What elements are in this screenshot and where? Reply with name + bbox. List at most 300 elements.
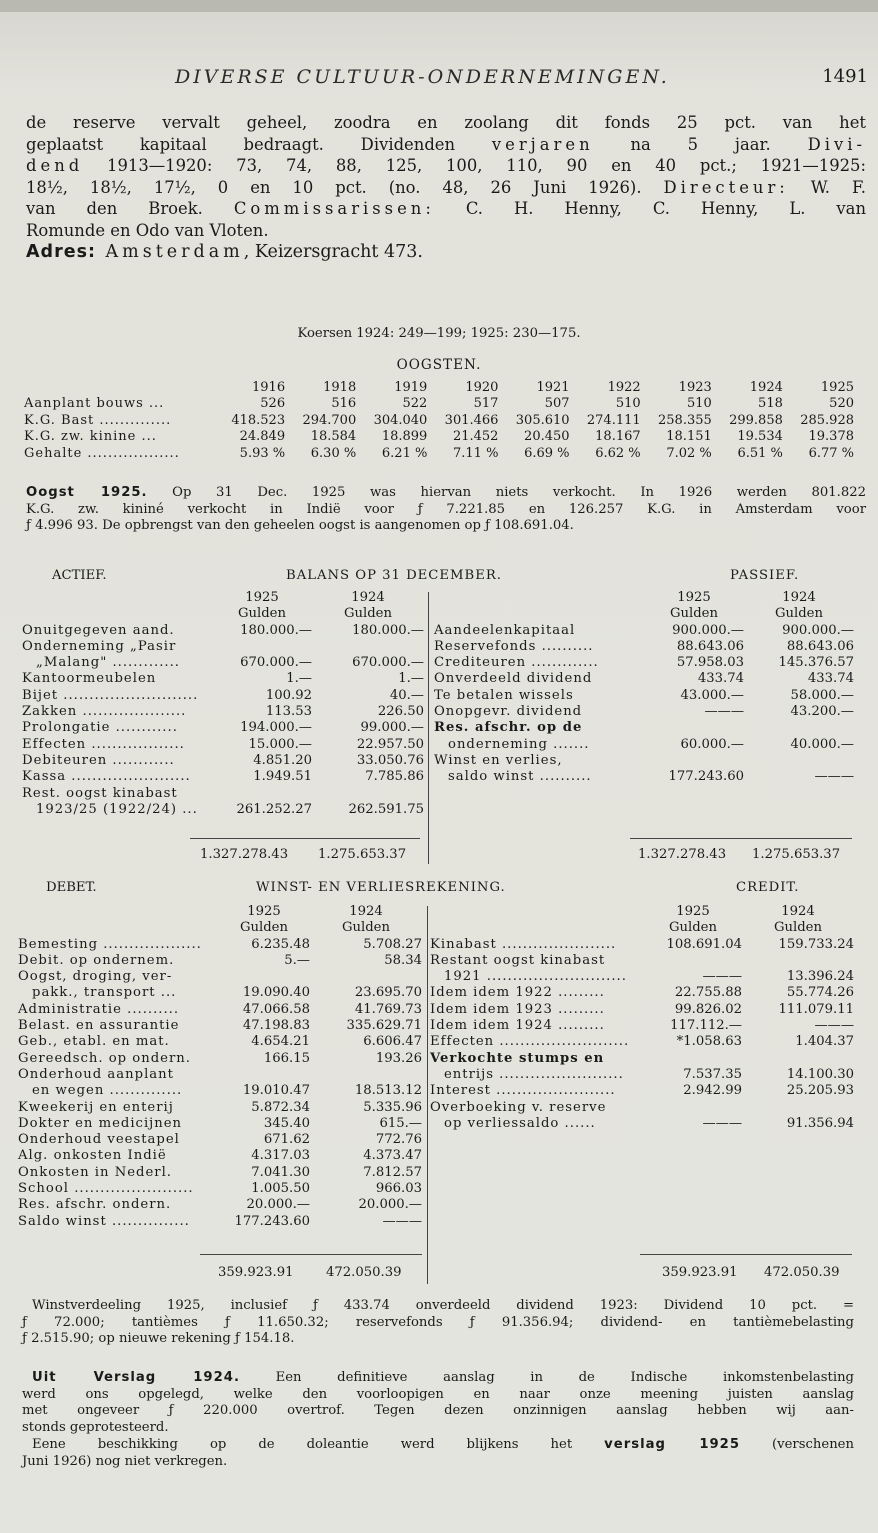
table-row	[434, 737, 854, 753]
value-cell: ———	[382, 1213, 422, 1229]
value-cell: 7.537.35	[683, 1066, 742, 1082]
year-cell: 1925	[820, 380, 854, 395]
text: (verschenen	[740, 1436, 854, 1452]
row-label: Restant oogst kinabast	[430, 952, 606, 968]
value-cell: 159.733.24	[778, 936, 854, 952]
value-cell	[310, 969, 422, 985]
row-label: Onderhoud veestapel	[18, 1132, 180, 1148]
row-label: Bemesting ...................	[18, 936, 202, 952]
year-row	[430, 904, 854, 920]
row-label: Kweekerij en enterij	[18, 1099, 174, 1115]
value-cell	[644, 753, 744, 769]
running-title: DIVERSE CULTUUR-ONDERNEMINGEN.	[175, 66, 670, 88]
table-row	[434, 688, 854, 704]
row-label: pakk., transport ...	[32, 985, 177, 1001]
value-cell	[218, 969, 310, 985]
paragraph-line: Juni 1926) nog niet verkregen.	[22, 1453, 228, 1469]
oogsten-years-row	[24, 380, 854, 396]
year-cell: 1925	[676, 904, 710, 919]
value-cell: 4.373.47	[363, 1148, 422, 1164]
year-cell: 1919	[394, 380, 428, 395]
intro-line-3	[26, 155, 866, 177]
value-cell	[644, 953, 742, 969]
year-cell: 1922	[607, 380, 641, 395]
row-label: K.G. zw. kinine ...	[24, 429, 157, 445]
unit-row	[430, 920, 854, 936]
value-cell	[312, 786, 424, 802]
value-cell: 113.53	[265, 704, 312, 720]
value-cell: 177.243.60	[234, 1213, 310, 1229]
row-label: Onkosten in Nederl.	[18, 1164, 172, 1180]
actief-heading: ACTIEF.	[52, 568, 107, 583]
table-row	[430, 1067, 854, 1083]
unit-cell: Gulden	[774, 920, 822, 936]
row-label: School .......................	[18, 1181, 194, 1197]
passief-total-1924: 1.275.653.37	[752, 847, 841, 862]
debet-table	[18, 904, 422, 1230]
table-row	[18, 985, 422, 1001]
value-cell: 670.000.—	[240, 655, 312, 671]
row-label: Res. afschr. op de	[434, 720, 583, 736]
table-row	[430, 1083, 854, 1099]
value-cell: 433.74	[807, 671, 854, 687]
value-cell: 615.—	[379, 1115, 422, 1131]
table-row	[18, 1181, 422, 1197]
value-cell: 117.112.—	[670, 1018, 742, 1034]
table-row	[22, 720, 424, 736]
unit-cell: Gulden	[669, 920, 717, 936]
value-cell	[212, 639, 312, 655]
value-cell: 177.243.60	[668, 769, 744, 785]
value-cell: 99.826.02	[674, 1001, 742, 1017]
scan-edge	[0, 0, 878, 12]
address-street: , Keizersgracht 473.	[243, 241, 423, 262]
table-row	[22, 769, 424, 785]
row-label: Aandeelenkapitaal	[434, 622, 576, 638]
text-spaced: dend	[26, 156, 84, 176]
value-cell: 301.466	[444, 412, 499, 428]
note-line	[26, 485, 866, 502]
value-cell: 520	[829, 396, 854, 412]
table-row	[18, 1083, 422, 1099]
unit-cell: Gulden	[670, 606, 718, 622]
empty-cell	[22, 606, 212, 622]
intro-paragraph	[26, 112, 866, 263]
row-label: Alg. onkosten Indië	[18, 1148, 167, 1164]
value-cell: 166.15	[263, 1050, 310, 1066]
value-cell: 55.774.26	[786, 985, 854, 1001]
value-cell: 7.041.30	[251, 1164, 310, 1180]
value-cell: 7.812.57	[363, 1164, 422, 1180]
winst-title: WINST- EN VERLIESREKENING.	[256, 880, 506, 895]
sum-rule	[640, 1254, 852, 1255]
table-row	[430, 1051, 854, 1067]
value-cell: 15.000.—	[248, 736, 312, 752]
table-row	[18, 1116, 422, 1132]
value-cell: 6.62 %	[595, 445, 641, 461]
note-line: K.G. zw. kininé verkocht in Indië voor ƒ 7.221.85 en 126.257 K.G. in Amsterdam voor	[26, 501, 866, 517]
text: W. F.	[788, 177, 867, 197]
page-number: 1491	[822, 66, 868, 87]
table-row	[18, 1148, 422, 1164]
oogsten-row	[24, 396, 854, 412]
year-cell: 1918	[323, 380, 357, 395]
value-cell: 6.606.47	[363, 1034, 422, 1050]
value-cell: 433.74	[697, 671, 744, 687]
oogsten-title: OOGSTEN.	[396, 357, 482, 373]
table-row	[430, 969, 854, 985]
address-line	[26, 242, 866, 264]
table-row	[434, 704, 854, 720]
value-cell: 145.376.57	[778, 655, 854, 671]
empty-cell	[430, 904, 644, 920]
row-label: Debiteuren ............	[22, 752, 175, 768]
unit-cell: Gulden	[238, 606, 286, 622]
row-label: Kantoormeubelen	[22, 671, 157, 687]
value-cell: 19.378	[808, 429, 854, 445]
intro-line-1: de reserve vervalt geheel, zoodra en zoolang dit fonds 25 pct. van het	[26, 113, 866, 132]
oogsten-row	[24, 446, 854, 462]
unit-cell: Gulden	[240, 920, 288, 936]
table-row	[18, 953, 422, 969]
table-row	[430, 1100, 854, 1116]
row-label: entrijs ........................	[444, 1066, 624, 1082]
value-cell: 7.785.86	[365, 769, 424, 785]
text: 18½, 18½, 17½, 0 en 10 pct. (no. 48, 26 Juni 1926).	[26, 177, 664, 197]
value-cell: 4.851.20	[253, 752, 312, 768]
row-label: Onopgevr. dividend	[434, 704, 583, 720]
value-cell: 6.51 %	[737, 445, 783, 461]
value-cell: 58.34	[384, 952, 422, 968]
paragraph-line	[22, 1370, 854, 1387]
value-cell: 4.317.03	[251, 1148, 310, 1164]
value-cell	[742, 1100, 854, 1116]
value-cell: 900.000.—	[782, 622, 854, 638]
year-cell: 1920	[465, 380, 499, 395]
intro-line-4	[26, 177, 866, 199]
text-spaced: verjaren	[491, 134, 594, 154]
unit-row	[18, 920, 422, 936]
value-cell: 21.452	[452, 429, 499, 445]
address-city: Amsterdam	[95, 241, 244, 262]
value-cell: 20.000.—	[246, 1197, 310, 1213]
year-cell: 1925	[247, 904, 281, 919]
text: van den Broek.	[26, 199, 234, 219]
unit-cell: Gulden	[342, 920, 390, 936]
verslag-label: Uit Verslag 1924.	[32, 1370, 240, 1385]
empty-cell	[22, 590, 212, 606]
balans-title: BALANS OP 31 DECEMBER.	[286, 568, 502, 583]
year-row	[22, 590, 424, 606]
year-cell: 1925	[677, 590, 711, 605]
value-cell	[644, 720, 744, 736]
value-cell: 510	[686, 396, 712, 412]
row-label: Rest. oogst kinabast	[22, 785, 178, 801]
debet-total-1925: 359.923.91	[218, 1265, 294, 1280]
value-cell: 670.000.—	[352, 655, 424, 671]
table-row	[22, 802, 424, 818]
value-cell: 18.513.12	[354, 1083, 422, 1099]
value-cell: 88.643.06	[786, 638, 854, 654]
value-cell	[744, 753, 854, 769]
intro-line-2	[26, 134, 866, 156]
column-divider	[428, 592, 429, 864]
value-cell: 4.654.21	[251, 1034, 310, 1050]
value-cell: 522	[402, 396, 428, 412]
row-label: Onuitgegeven aand.	[22, 622, 175, 638]
row-label: Overboeking v. reserve	[430, 1099, 607, 1115]
text-spaced: Commissarissen:	[233, 199, 435, 219]
value-cell: 1.—	[286, 671, 312, 687]
value-cell: 47.198.83	[242, 1018, 310, 1034]
table-row	[18, 1034, 422, 1050]
value-cell: 111.079.11	[778, 1001, 854, 1017]
table-row	[22, 671, 424, 687]
value-cell: 5.93 %	[239, 445, 286, 461]
value-cell: ———	[814, 769, 854, 785]
year-cell: 1924	[351, 590, 385, 605]
value-cell: ———	[702, 969, 742, 985]
value-cell: 13.396.24	[786, 969, 854, 985]
value-cell: 25.205.93	[786, 1083, 854, 1099]
row-label: Onverdeeld dividend	[434, 671, 593, 687]
passief-heading: PASSIEF.	[730, 568, 800, 583]
table-row	[18, 1002, 422, 1018]
value-cell: 18.899	[381, 429, 428, 445]
value-cell	[644, 1051, 742, 1067]
value-cell: 100.92	[265, 687, 312, 703]
value-cell	[742, 953, 854, 969]
page-header	[0, 62, 878, 92]
value-cell: 418.523	[231, 412, 286, 428]
paragraph-line: stonds geprotesteerd.	[22, 1420, 169, 1436]
passief-table	[434, 590, 854, 786]
winstverdeeling-paragraph	[22, 1298, 854, 1348]
value-cell: 262.591.75	[348, 801, 424, 817]
debet-total-1924: 472.050.39	[326, 1265, 402, 1280]
year-cell: 1924	[749, 380, 783, 395]
row-label: „Malang" .............	[36, 655, 180, 671]
value-cell	[310, 1067, 422, 1083]
column-divider	[427, 906, 428, 1284]
note-line: ƒ 4.996 93. De opbrengst van den geheelen oogst is aangenomen op ƒ 108.691.04.	[26, 518, 574, 533]
row-label: Dokter en medicijnen	[18, 1115, 183, 1131]
value-cell: 966.03	[375, 1181, 422, 1197]
text: Op 31 Dec. 1925 was hiervan niets verkocht. In 1926 werden 801.822	[147, 485, 866, 500]
row-label: Effecten .........................	[430, 1034, 630, 1050]
row-label: Idem idem 1923 .........	[430, 1001, 605, 1017]
table-row	[18, 1018, 422, 1034]
value-cell: 526	[260, 396, 286, 412]
value-cell	[644, 1100, 742, 1116]
value-cell: 18.167	[595, 429, 641, 445]
table-row	[22, 655, 424, 671]
unit-row	[22, 606, 424, 622]
value-cell: 194.000.—	[240, 720, 312, 736]
value-cell: 5.872.34	[251, 1099, 310, 1115]
value-cell: 20.000.—	[358, 1197, 422, 1213]
row-label: en wegen ..............	[32, 1083, 183, 1099]
value-cell: 5.—	[284, 952, 310, 968]
row-label: Prolongatie ............	[22, 720, 178, 736]
value-cell: 335.629.71	[346, 1018, 422, 1034]
credit-table	[430, 904, 854, 1132]
table-row	[434, 655, 854, 671]
value-cell: 18.151	[666, 429, 712, 445]
value-cell: 19.010.47	[242, 1083, 310, 1099]
value-cell: 180.000.—	[352, 622, 424, 638]
value-cell: 2.942.99	[683, 1083, 742, 1099]
row-label: Res. afschr. ondern.	[18, 1197, 172, 1213]
paragraph-line: ƒ 2.515.90; op nieuwe rekening ƒ 154.18.	[22, 1331, 295, 1346]
value-cell: 108.691.04	[666, 936, 742, 952]
verslag-paragraph	[22, 1370, 854, 1470]
debet-heading: DEBET.	[46, 880, 97, 895]
row-label: Winst en verlies,	[434, 752, 563, 768]
value-cell: 274.111	[586, 412, 641, 428]
value-cell: 6.69 %	[524, 445, 570, 461]
value-cell: 6.21 %	[381, 445, 428, 461]
year-row	[434, 590, 854, 606]
year-cell: 1924	[781, 904, 815, 919]
text-spaced: Directeur:	[663, 177, 789, 197]
table-row	[18, 1100, 422, 1116]
actief-total-1924: 1.275.653.37	[318, 847, 407, 862]
value-cell: 20.450	[524, 429, 570, 445]
value-cell: 772.76	[375, 1132, 422, 1148]
value-cell: 507	[544, 396, 570, 412]
table-row	[434, 671, 854, 687]
value-cell: 41.769.73	[354, 1001, 422, 1017]
table-row	[430, 1116, 854, 1132]
credit-heading: CREDIT.	[736, 880, 800, 895]
sum-rule	[200, 1254, 422, 1255]
year-row	[18, 904, 422, 920]
oogsten-row	[24, 429, 854, 445]
value-cell: 58.000.—	[790, 687, 854, 703]
table-row	[434, 623, 854, 639]
row-label: K.G. Bast ..............	[24, 412, 172, 428]
year-cell: 1916	[252, 380, 286, 395]
year-cell: 1923	[678, 380, 712, 395]
table-row	[18, 1051, 422, 1067]
row-label: Geb., etabl. en mat.	[18, 1034, 170, 1050]
value-cell: 1.949.51	[253, 769, 312, 785]
value-cell: 1.005.50	[251, 1181, 310, 1197]
row-label: Gehalte ..................	[24, 445, 180, 461]
table-row	[430, 953, 854, 969]
value-cell: 23.695.70	[354, 985, 422, 1001]
oogsten-row	[24, 413, 854, 429]
value-cell: 5.335.96	[363, 1099, 422, 1115]
value-cell: 900.000.—	[672, 622, 744, 638]
value-cell: 261.252.27	[236, 801, 312, 817]
sum-rule	[630, 838, 852, 839]
table-row	[18, 969, 422, 985]
unit-cell: Gulden	[344, 606, 392, 622]
table-row	[18, 937, 422, 953]
table-row	[430, 1034, 854, 1050]
value-cell: 7.02 %	[666, 445, 712, 461]
row-label: Reservefonds ..........	[434, 638, 594, 654]
table-row	[434, 753, 854, 769]
row-label: op verliessaldo ......	[444, 1115, 596, 1131]
value-cell: *1.058.63	[676, 1034, 742, 1050]
value-cell	[212, 786, 312, 802]
value-cell: 510	[615, 396, 641, 412]
row-label: Crediteuren .............	[434, 655, 599, 671]
value-cell: ———	[704, 704, 744, 720]
row-label: 1921 ...........................	[444, 969, 627, 985]
row-label: Idem idem 1924 .........	[430, 1018, 605, 1034]
intro-line-5	[26, 198, 866, 220]
credit-total-1925: 359.923.91	[662, 1265, 738, 1280]
credit-total-1924: 472.050.39	[764, 1265, 840, 1280]
sum-rule	[190, 838, 420, 839]
row-label: Zakken ....................	[22, 704, 187, 720]
value-cell: 5.708.27	[363, 936, 422, 952]
value-cell: 60.000.—	[680, 736, 744, 752]
table-row	[434, 720, 854, 736]
row-label: Effecten ..................	[22, 736, 185, 752]
row-label: Idem idem 1922 .........	[430, 985, 605, 1001]
table-row	[18, 1214, 422, 1230]
value-cell: 6.30 %	[310, 445, 357, 461]
table-row	[434, 769, 854, 785]
value-cell: 285.928	[800, 412, 854, 428]
table-row	[430, 985, 854, 1001]
paragraph-line: Winstverdeeling 1925, inclusief ƒ 433.74 onverdeeld dividend 1923: Dividend 10 pct. =	[32, 1298, 854, 1313]
value-cell: 19.090.40	[242, 985, 310, 1001]
value-cell: 6.77 %	[808, 445, 854, 461]
value-cell	[744, 720, 854, 736]
oogsten-table	[24, 380, 854, 462]
value-cell: 43.000.—	[680, 687, 744, 703]
value-cell: ———	[814, 1018, 854, 1034]
text: geplaatst kapitaal bedraagt. Dividenden	[26, 134, 492, 154]
value-cell	[742, 1051, 854, 1067]
row-label: Te betalen wissels	[434, 687, 574, 703]
value-cell: 22.957.50	[356, 736, 424, 752]
oogst-1925-note	[26, 485, 866, 535]
actief-total-1925: 1.327.278.43	[200, 847, 289, 862]
value-cell: 57.958.03	[676, 655, 744, 671]
value-cell: 1.404.37	[795, 1034, 854, 1050]
value-cell: 294.700	[302, 412, 357, 428]
row-label: Kassa .......................	[22, 769, 191, 785]
value-cell: 193.26	[375, 1050, 422, 1066]
intro-line-6: Romunde en Odo van Vloten.	[26, 220, 269, 240]
row-label: Aanplant bouws ...	[24, 396, 165, 412]
row-label: Onderhoud aanplant	[18, 1066, 174, 1082]
table-row	[22, 786, 424, 802]
table-row	[18, 1067, 422, 1083]
empty-cell	[434, 590, 644, 606]
paragraph-line: werd ons opgelegd, welke den voorloopigen en naar onze meening juisten aanslag	[22, 1386, 854, 1402]
table-row	[22, 753, 424, 769]
row-label: Verkochte stumps en	[430, 1050, 605, 1066]
table-row	[22, 704, 424, 720]
table-row	[430, 1002, 854, 1018]
value-cell: 33.050.76	[356, 752, 424, 768]
row-label: Saldo winst ...............	[18, 1213, 190, 1229]
unit-row	[434, 606, 854, 622]
paragraph-line: ƒ 72.000; tantièmes ƒ 11.650.32; reservefonds ƒ 91.356.94; dividend- en tantièmebelasting	[22, 1314, 854, 1330]
year-cell: 1924	[782, 590, 816, 605]
value-cell: 6.235.48	[251, 936, 310, 952]
value-cell: 88.643.06	[676, 638, 744, 654]
value-cell: 516	[331, 396, 357, 412]
